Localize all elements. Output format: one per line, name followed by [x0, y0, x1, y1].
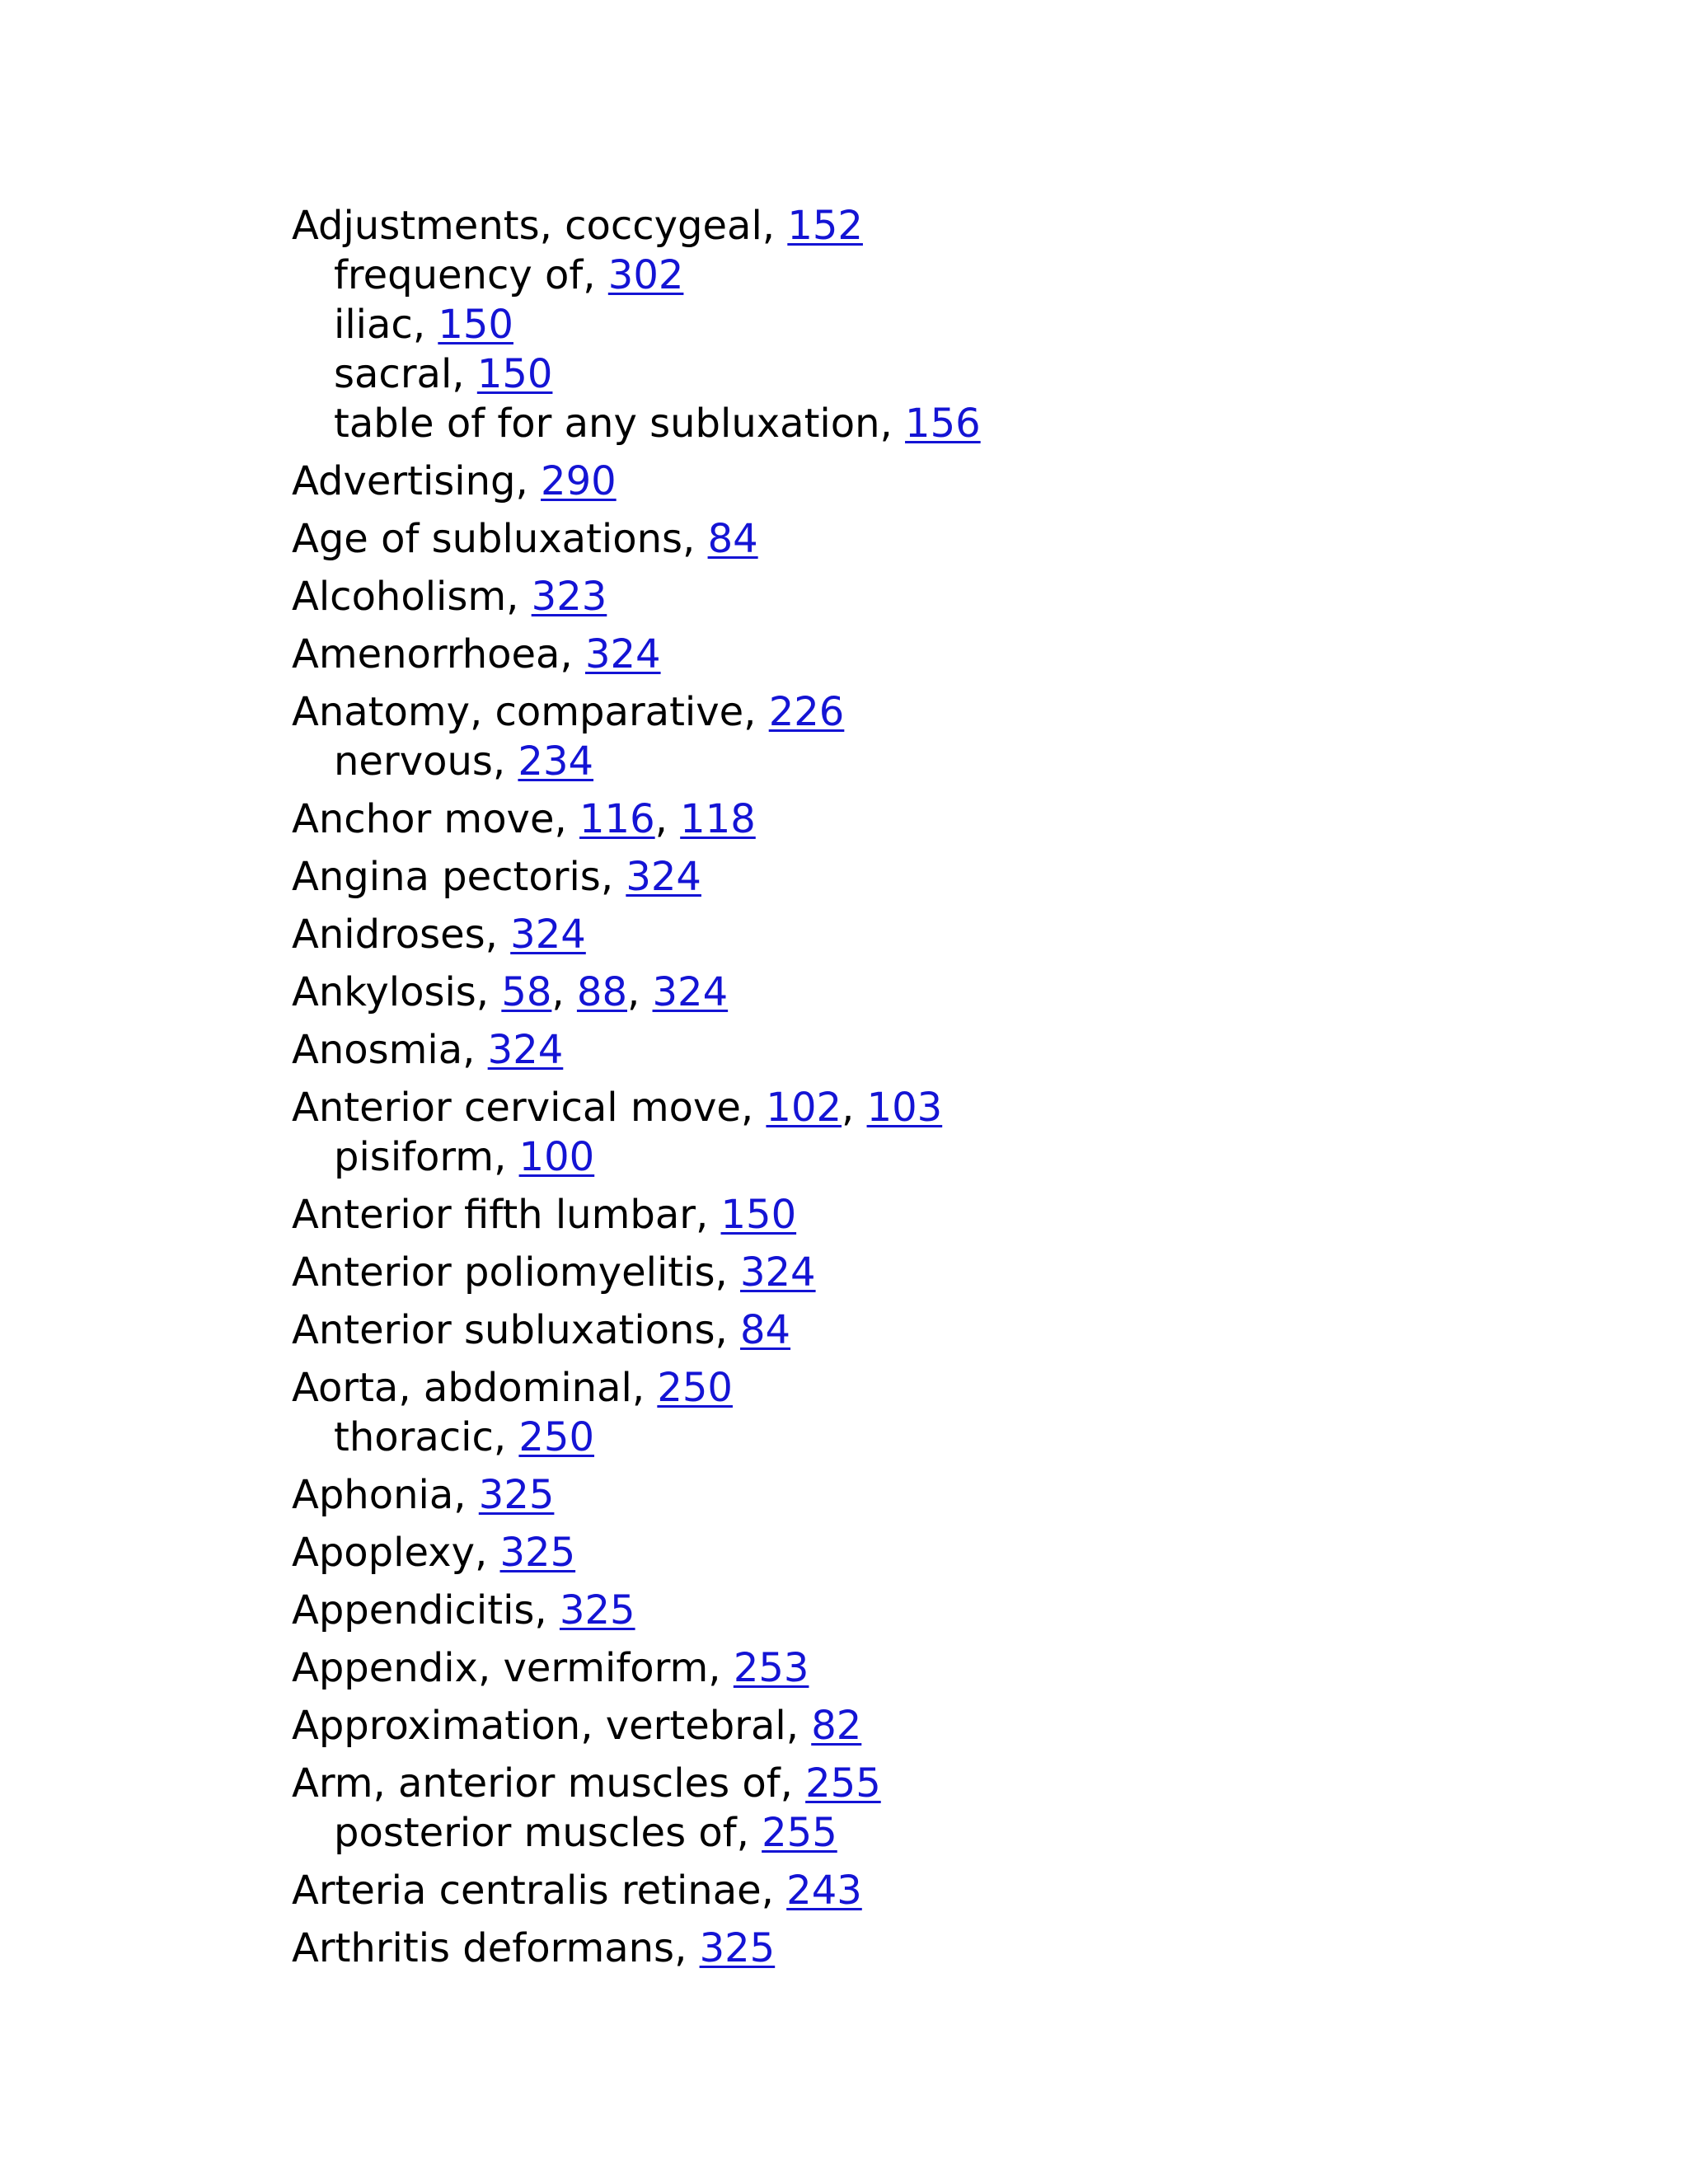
index-term: Anterior poliomyelitis,	[292, 1249, 740, 1296]
index-heading	[292, 1701, 1528, 1750]
page-reference-link[interactable]: 324	[584, 631, 661, 677]
index-term: Arteria centralis retinae,	[292, 1868, 787, 1914]
ref-separator: ,	[842, 1085, 867, 1131]
index-entry	[292, 1083, 1528, 1182]
index-subentry	[292, 300, 1528, 349]
index-term: Anterior cervical move,	[292, 1085, 767, 1131]
page-reference-link[interactable]: 302	[607, 252, 684, 298]
page-reference-link[interactable]: 152	[787, 203, 863, 249]
index-heading	[292, 1866, 1528, 1915]
page-reference-link[interactable]: 150	[438, 302, 513, 348]
page-reference-link[interactable]: 255	[805, 1760, 881, 1807]
index-heading	[292, 687, 1528, 737]
page-reference-link[interactable]: 324	[739, 1249, 816, 1296]
index-term: Alcoholism,	[292, 574, 532, 620]
index-term: Adjustments, coccygeal,	[292, 203, 788, 249]
page-reference-link[interactable]: 100	[518, 1134, 595, 1180]
index-entry	[292, 1305, 1528, 1355]
index-heading	[292, 1586, 1528, 1635]
page-reference-link[interactable]: 82	[811, 1703, 862, 1749]
index-term: Appendicitis,	[292, 1587, 560, 1633]
index-entry	[292, 852, 1528, 902]
index-heading	[292, 1528, 1528, 1577]
index-subentry	[292, 251, 1528, 300]
page-reference-link[interactable]: 325	[478, 1472, 555, 1518]
page-reference-link[interactable]: 84	[707, 516, 758, 562]
index-subentry	[292, 1808, 1528, 1858]
index-term: Anidroses,	[292, 912, 511, 958]
index-term: thoracic,	[334, 1414, 519, 1460]
ref-separator: ,	[654, 796, 681, 842]
index-subentry	[292, 1132, 1528, 1182]
index-entry	[292, 457, 1528, 506]
page-reference-link[interactable]: 324	[652, 969, 729, 1015]
index-term: Angina pectoris,	[292, 854, 626, 900]
index-entry	[292, 1190, 1528, 1240]
index-heading	[292, 910, 1528, 959]
page-reference-link[interactable]: 102	[766, 1085, 842, 1131]
page-reference-link[interactable]: 116	[579, 796, 655, 842]
index-term: Arm, anterior muscles of,	[292, 1760, 806, 1807]
index-entry	[292, 1586, 1528, 1635]
page-reference-link[interactable]: 323	[531, 574, 607, 620]
index-term: posterior muscles of,	[334, 1810, 762, 1856]
page-reference-link[interactable]: 103	[866, 1085, 943, 1131]
index-subentry	[292, 737, 1528, 786]
index-term: Anterior subluxations,	[292, 1307, 740, 1353]
index-term: sacral,	[334, 351, 477, 397]
index-term: iliac,	[334, 302, 438, 348]
index-term: Amenorrhoea,	[292, 631, 585, 677]
index-term: nervous,	[334, 738, 518, 785]
index-term: Anterior fifth lumbar,	[292, 1192, 721, 1238]
index-heading	[292, 852, 1528, 902]
index-entry	[292, 1248, 1528, 1297]
page-reference-link[interactable]: 325	[559, 1587, 635, 1633]
index-entry	[292, 1643, 1528, 1693]
index-entry	[292, 630, 1528, 679]
page-reference-link[interactable]: 325	[499, 1530, 576, 1576]
page-reference-link[interactable]: 84	[739, 1307, 791, 1353]
index-entry	[292, 687, 1528, 786]
index-heading	[292, 1083, 1528, 1132]
index-entry	[292, 968, 1528, 1017]
index-heading	[292, 968, 1528, 1017]
index-entry	[292, 1025, 1528, 1075]
page-reference-link[interactable]: 324	[626, 854, 701, 900]
index-entry	[292, 201, 1528, 448]
index-heading	[292, 572, 1528, 621]
index-entry	[292, 1528, 1528, 1577]
index-heading	[292, 630, 1528, 679]
index-entry	[292, 1924, 1528, 1973]
index-entry	[292, 1759, 1528, 1858]
index-term: Appendix, vermiform,	[292, 1645, 734, 1691]
ref-separator: ,	[627, 969, 653, 1015]
index-term: Advertising,	[292, 458, 542, 504]
index-subentry	[292, 1413, 1528, 1462]
index-entry	[292, 1866, 1528, 1915]
page-reference-link[interactable]: 290	[541, 458, 617, 504]
page-reference-link[interactable]: 156	[905, 401, 981, 447]
index-term: Anatomy, comparative,	[292, 689, 769, 735]
index-subentry	[292, 349, 1528, 399]
index-term: Aorta, abdominal,	[292, 1365, 658, 1411]
index-subentry	[292, 399, 1528, 448]
index-entry	[292, 794, 1528, 844]
page-reference-link[interactable]: 150	[476, 351, 553, 397]
index-entry	[292, 1363, 1528, 1462]
index-entry	[292, 514, 1528, 564]
page-reference-link[interactable]: 226	[768, 689, 845, 735]
index-heading	[292, 1363, 1528, 1413]
page-reference-link[interactable]: 324	[487, 1027, 564, 1073]
page-reference-link[interactable]: 88	[576, 969, 627, 1015]
index-heading	[292, 1305, 1528, 1355]
page-reference-link[interactable]: 324	[510, 912, 586, 958]
index-entry	[292, 572, 1528, 621]
index-heading	[292, 1025, 1528, 1075]
index-term: Anosmia,	[292, 1027, 488, 1073]
index-heading	[292, 1190, 1528, 1240]
index-heading	[292, 201, 1528, 251]
page-reference-link[interactable]: 255	[762, 1810, 837, 1856]
page-reference-link[interactable]: 118	[680, 796, 756, 842]
index-entry	[292, 1701, 1528, 1750]
page-reference-link[interactable]: 325	[699, 1925, 776, 1971]
page-reference-link[interactable]: 250	[657, 1365, 733, 1411]
index-term: pisiform,	[334, 1134, 519, 1180]
page-reference-link[interactable]: 243	[786, 1868, 862, 1914]
index-term: Aphonia,	[292, 1472, 479, 1518]
index-term: Apoplexy,	[292, 1530, 500, 1576]
index-heading	[292, 1759, 1528, 1808]
index-heading	[292, 794, 1528, 844]
index-term: Arthritis deformans,	[292, 1925, 700, 1971]
index-heading	[292, 1470, 1528, 1520]
index-entry	[292, 1470, 1528, 1520]
index-term: table of for any subluxation,	[334, 401, 906, 447]
page-reference-link[interactable]: 234	[518, 738, 594, 785]
index-term: frequency of,	[334, 252, 608, 298]
index-heading	[292, 457, 1528, 506]
index-term: Anchor move,	[292, 796, 580, 842]
index-heading	[292, 514, 1528, 564]
ref-separator: ,	[551, 969, 577, 1015]
index-term: Approximation, vertebral,	[292, 1703, 812, 1749]
index-heading	[292, 1643, 1528, 1693]
page-reference-link[interactable]: 150	[720, 1192, 797, 1238]
index-term: Ankylosis,	[292, 969, 502, 1015]
page-reference-link[interactable]: 250	[518, 1414, 595, 1460]
index-entry	[292, 910, 1528, 959]
index-term: Age of subluxations,	[292, 516, 708, 562]
page-reference-link[interactable]: 58	[501, 969, 552, 1015]
index-heading	[292, 1924, 1528, 1973]
index-heading	[292, 1248, 1528, 1297]
page-reference-link[interactable]: 253	[733, 1645, 809, 1691]
index-list	[292, 201, 1528, 1973]
